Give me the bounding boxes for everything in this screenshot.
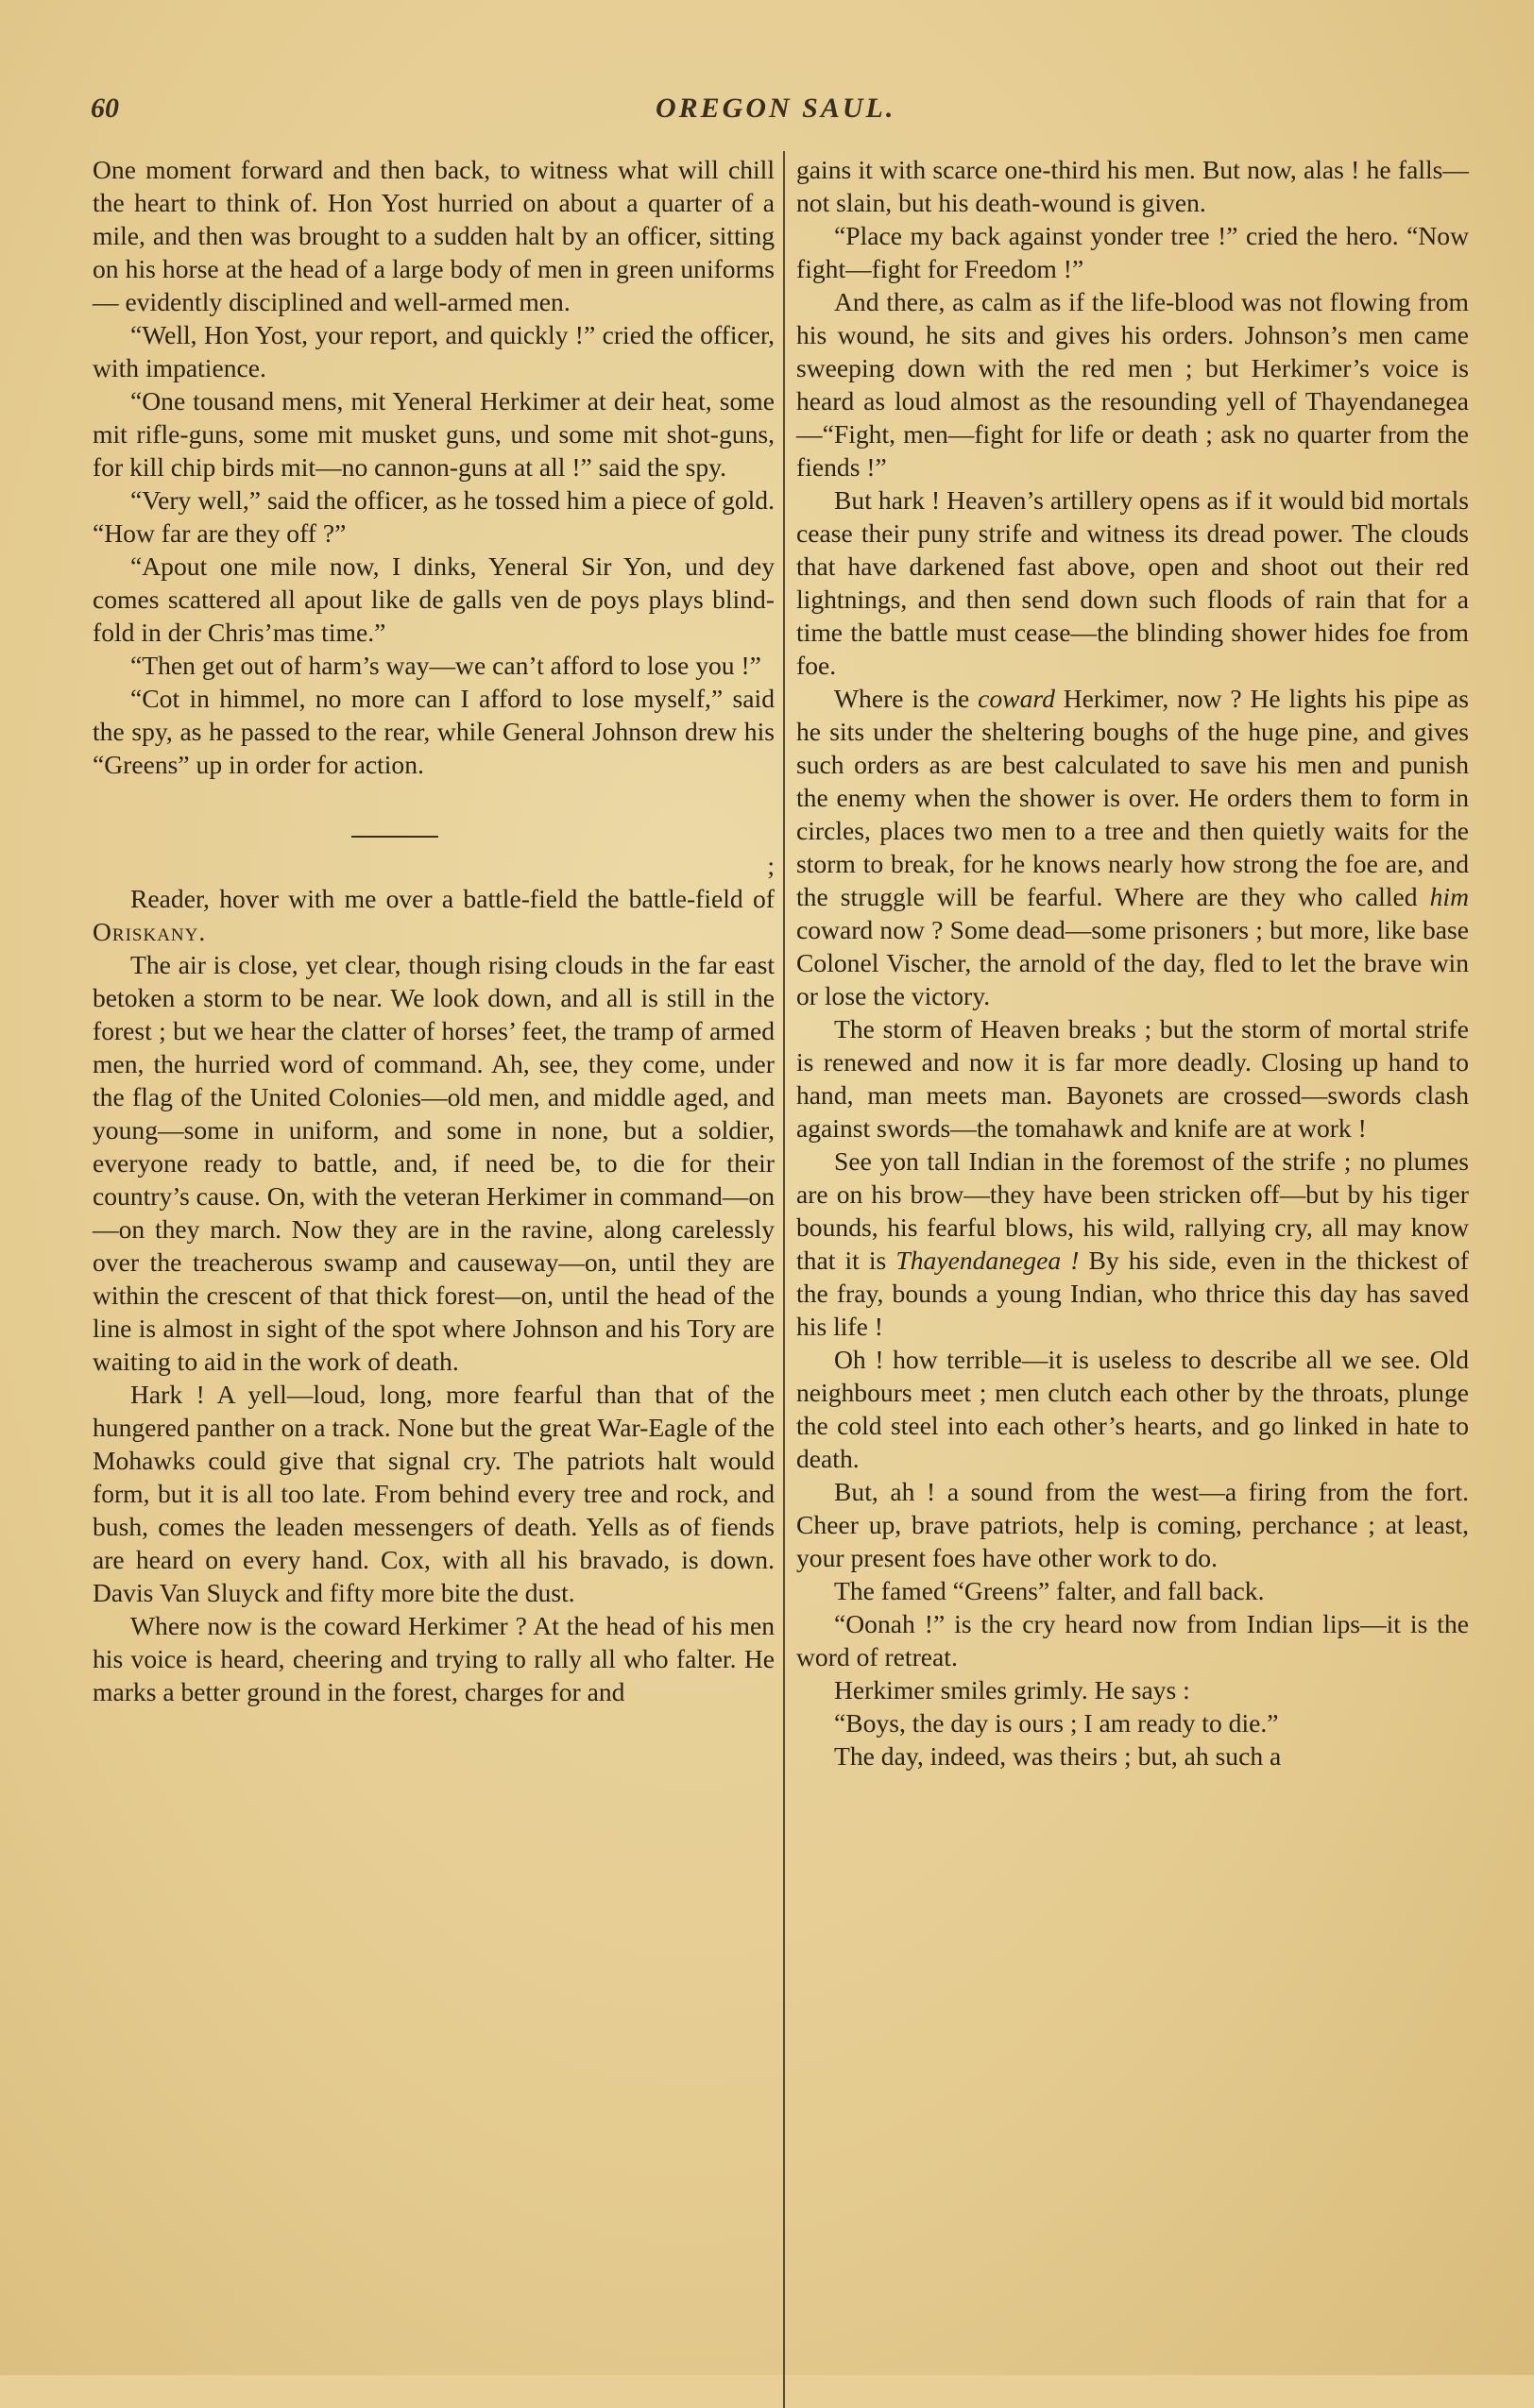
paragraph-text: Herkimer, now ? He lights his pipe as he sits under the sheltering boughs of the huge pine, and gives such orders as are best calculated to save his men and punish the enemy when the shower is over. He orders them to form in circles, places two men to a tree and then quietly waits for the storm to break, for he knows nearly how strong the foe are, and the struggle will be fearful. Where are they who called xyxy=(796,684,1469,911)
paragraph: The air is close, yet clear, though rising clouds in the far east betoken a storm to be near. We look down, and all is still in the forest ; but we hear the clatter of horses’ feet, the tramp of armed men, the hurried word of command. Ah, see, they come, under the flag of the United Colonies—old men, and middle aged, and young—some in uniform, and some in none, but a soldier, everyone ready to battle, and, if need be, to die for their country’s cause. On, with the veteran Herkimer in command—on—on they march. Now they are in the ravine, along carelessly over the treacherous swamp and causeway—on, until they are within the crescent of that thick forest—on, until the head of the line is almost in sight of the spot where Johnson and his Tory are waiting to aid in the work of death. xyxy=(93,950,775,1376)
paragraph: Herkimer smiles grimly. He says : xyxy=(834,1675,1190,1704)
paragraph: gains it with scarce one-third his men. But now, alas ! he falls—not slain, but his death-wound is given. xyxy=(796,155,1469,217)
paragraph: “Boys, the day is ours ; I am ready to die.” xyxy=(834,1708,1279,1738)
paragraph-text: Where is the xyxy=(834,684,970,713)
emphasis: Thayendanegea ! xyxy=(895,1246,1080,1275)
paragraph-text: See yon tall Indian in the foremost of the strife ; no plumes are on his brow—they have been stricken off—but by his tiger bounds, his fearful blows, his wild, rallying cry, all may know that it is xyxy=(796,1146,1469,1275)
paragraph: “Cot in himmel, no more can I afford to lose myself,” said the spy, as he passed to the rear, while General Johnson drew his “Greens” up in order for action. xyxy=(93,684,775,779)
place-name: Oriskany. xyxy=(93,917,207,946)
paragraph: Where now is the coward Herkimer ? At the head of his men his voice is heard, cheering and trying to rally all who falter. He marks a better ground in the forest, charges for and xyxy=(93,1611,775,1706)
paragraph: “Place my back against yonder tree !” cried the hero. “Now fight—fight for Freedom !” xyxy=(796,221,1469,283)
left-column xyxy=(93,153,775,1708)
paragraph xyxy=(93,882,775,948)
paragraph: “Very well,” said the officer, as he tossed him a piece of gold. “How far are they off ?” xyxy=(93,485,775,548)
stray-semicolon: ; xyxy=(767,851,775,880)
paragraph: The storm of Heaven breaks ; but the storm of mortal strife is renewed and now it is far more deadly. Closing up hand to hand, man meets man. Bayonets are crossed—swords clash against swords—the tomahawk and knife are at work ! xyxy=(796,1014,1469,1143)
paragraph: The day, indeed, was theirs ; but, ah such a xyxy=(834,1741,1282,1771)
paragraph: “Well, Hon Yost, your report, and quickly !” cried the officer, with impatience. xyxy=(93,320,775,382)
emphasis: him xyxy=(1429,882,1469,911)
paragraph: Hark ! A yell—loud, long, more fearful than that of the hungered panther on a track. None but the great War-Eagle of the Mohawks could give that signal cry. The patriots halt would form, but it is all too late. From behind every tree and rock, and bush, comes the leaden messengers of death. Yells as of fiends are heard on every hand. Cox, with all his bravado, is down. Davis Van Sluyck and fifty more bite the dust. xyxy=(93,1380,775,1607)
paragraph: But hark ! Heaven’s artillery opens as if it would bid mortals cease their puny strife and witness its dread power. The clouds that have darkened fast above, open and shoot out their red lightnings, and then send down such floods of rain that for a time the battle must cease—the blinding shower hides foe from foe. xyxy=(796,485,1469,680)
paragraph: “Apout one mile now, I dinks, Yeneral Sir Yon, und dey comes scattered all apout like de galls ven de poys plays blind-fold in der Chris’mas time.” xyxy=(93,551,775,647)
paragraph-text: Reader, hover with me over a battle-field the battle-field of xyxy=(130,884,775,913)
page-number: 60 xyxy=(91,93,119,124)
paragraph: But, ah ! a sound from the west—a firing from the fort. Cheer up, brave patriots, help is coming, perchance ; at least, your present foes have other work to do. xyxy=(796,1477,1469,1572)
paragraph: And there, as calm as if the life-blood was not flowing from his wound, he sits and gives his orders. Johnson’s men came sweeping down with the red men ; but Herkimer’s voice is heard as loud almost as the resounding yell of Thayendanegea—“Fight, men—fight for life or death ; ask no quarter from the fiends !” xyxy=(796,287,1469,482)
paragraph xyxy=(796,682,1469,1012)
paragraph: “One tousand mens, mit Yeneral Herkimer at deir heat, some mit rifle-guns, some mit musket guns, und some mit shot-guns, for kill chip birds mit—no cannon-guns at all !” said the spy. xyxy=(93,386,775,482)
emphasis: coward xyxy=(978,684,1055,713)
running-title: OREGON SAUL. xyxy=(656,93,896,124)
paragraph: The famed “Greens” falter, and fall back. xyxy=(834,1576,1265,1605)
section-divider xyxy=(351,836,438,838)
column-rule xyxy=(783,151,785,2408)
paragraph xyxy=(796,1145,1469,1343)
paragraph: “Then get out of harm’s way—we can’t afford to lose you !” xyxy=(130,651,761,680)
right-column xyxy=(796,153,1469,1772)
paragraph: Oh ! how terrible—it is useless to describe all we see. Old neighbours meet ; men clutch each other by the throats, plunge the cold steel into each other’s hearts, and go linked in hate to death. xyxy=(796,1345,1469,1473)
page-header xyxy=(91,93,1443,130)
paragraph-text: By his side, even in the thickest of the fray, bounds a young Indian, who thrice this day has saved his life ! xyxy=(796,1246,1469,1341)
paragraph-text: coward now ? Some dead—some prisoners ; but more, like base Colonel Vischer, the arnold of the day, fled to let the brave win or lose the victory. xyxy=(796,915,1469,1010)
paragraph: “Oonah !” is the cry heard now from Indian lips—it is the word of retreat. xyxy=(796,1609,1469,1671)
paragraph: One moment forward and then back, to witness what will chill the heart to think of. Hon Yost hurried on about a quarter of a mile, and then was brought to a sudden halt by an officer, sitting on his horse at the head of a large body of men in green uniforms — evidently disciplined and well-armed men. xyxy=(93,155,775,316)
